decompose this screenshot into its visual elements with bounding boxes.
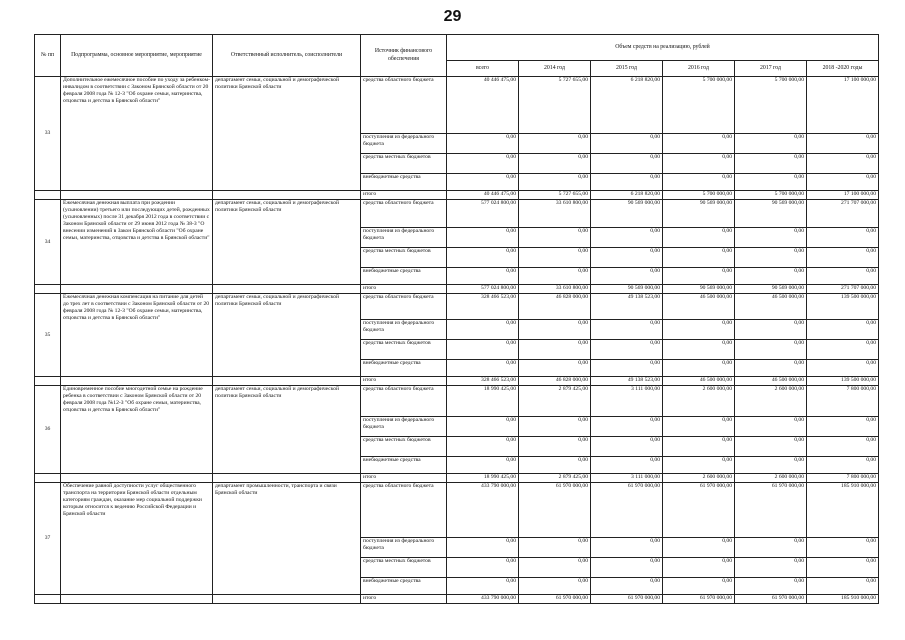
amount-cell: 0,00 [735,228,807,248]
amount-cell: 0,00 [735,154,807,174]
amount-cell: 0,00 [519,248,591,268]
amount-cell: 2 600 000,00 [735,386,807,417]
amount-cell: 0,00 [663,417,735,437]
empty-cell [213,285,361,294]
amount-cell: 0,00 [519,340,591,360]
amount-cell: 0,00 [591,558,663,578]
amount-cell: 0,00 [807,360,879,377]
table-row [35,294,879,320]
amount-cell: 0,00 [591,134,663,154]
empty-cell [61,285,213,294]
amount-cell: 0,00 [735,360,807,377]
entry-executor: департамент семьи, социальной и демографической политики Брянской области [213,386,361,474]
amount-cell: 0,00 [663,228,735,248]
table-row [35,285,879,294]
amount-cell: 5 700 000,00 [735,191,807,200]
amount-cell: 0,00 [447,154,519,174]
amount-cell: 433 790 000,00 [447,595,519,604]
total-label: итого [361,285,447,294]
header-total: всего [447,61,519,77]
amount-cell: 0,00 [447,320,519,340]
amount-cell: 0,00 [735,248,807,268]
amount-cell: 0,00 [807,154,879,174]
amount-cell: 2 600 000,00 [663,474,735,483]
header-executor: Ответственный исполнитель, соисполнители [213,35,361,77]
amount-cell: 0,00 [591,340,663,360]
amount-cell: 90 569 000,00 [663,285,735,294]
amount-cell: 0,00 [447,417,519,437]
funding-source: поступления из федерального бюджета [361,538,447,558]
amount-cell: 271 707 000,00 [807,285,879,294]
amount-cell: 0,00 [735,174,807,191]
table-row [35,595,879,604]
amount-cell: 0,00 [519,558,591,578]
amount-cell: 0,00 [591,360,663,377]
entry-description: Единовременное пособие многодетной семье на рождение ребенка в соответствии с Законом Брянской области от 20 февраля 2008 года №12-З "Об охране семьи, материнства, отцовства и детства в Брянской области" [61,386,213,474]
amount-cell: 0,00 [735,578,807,595]
amount-cell: 0,00 [735,134,807,154]
amount-cell: 0,00 [591,320,663,340]
entry-executor: департамент семьи, социальной и демографической политики Брянской области [213,294,361,377]
amount-cell: 2 879 425,00 [519,386,591,417]
amount-cell: 40 446 475,00 [447,191,519,200]
amount-cell: 0,00 [519,417,591,437]
amount-cell: 0,00 [735,340,807,360]
amount-cell: 17 100 000,00 [807,77,879,134]
entry-number: 36 [35,386,61,474]
amount-cell: 61 970 000,00 [519,483,591,538]
amount-cell: 0,00 [591,248,663,268]
amount-cell: 0,00 [591,457,663,474]
amount-cell: 139 500 000,00 [807,294,879,320]
funding-source: средства местных бюджетов [361,248,447,268]
amount-cell: 0,00 [807,340,879,360]
entry-description: Обеспечение равной доступности услуг общественного транспорта на территории Брянской области отдельным категориям граждан, оказание мер социальной поддержки которым относится к ведению Российской Федерации и Брянской области [61,483,213,595]
amount-cell: 271 707 000,00 [807,200,879,228]
amount-cell: 0,00 [447,437,519,457]
amount-cell: 61 970 000,00 [591,483,663,538]
amount-cell: 0,00 [735,320,807,340]
amount-cell: 0,00 [735,268,807,285]
header-2016: 2016 год [663,61,735,77]
amount-cell: 2 879 425,00 [519,474,591,483]
amount-cell: 61 970 000,00 [735,483,807,538]
entry-number: 33 [35,77,61,191]
funding-source: поступления из федерального бюджета [361,228,447,248]
empty-cell [35,474,61,483]
header-2017: 2017 год [735,61,807,77]
amount-cell: 577 024 800,00 [447,200,519,228]
amount-cell: 0,00 [735,457,807,474]
funding-source: средства местных бюджетов [361,154,447,174]
amount-cell: 0,00 [663,340,735,360]
amount-cell: 61 970 000,00 [591,595,663,604]
funding-source: средства областного бюджета [361,483,447,538]
amount-cell: 0,00 [663,174,735,191]
funding-source: поступления из федерального бюджета [361,417,447,437]
amount-cell: 0,00 [447,134,519,154]
amount-cell: 90 569 000,00 [591,200,663,228]
amount-cell: 46 828 000,00 [519,377,591,386]
amount-cell: 49 138 523,00 [591,294,663,320]
amount-cell: 18 990 425,00 [447,474,519,483]
empty-cell [213,191,361,200]
amount-cell: 3 111 000,00 [591,386,663,417]
entry-description: Ежемесячная денежная компенсация на питание для детей до трех лет в соответствии с Законом Брянской области от 20 февраля 2008 года № 12-З "Об охране семьи, материнства, отцовства и детства в Брянской области" [61,294,213,377]
empty-cell [61,595,213,604]
table-row [35,200,879,228]
amount-cell: 5 700 000,00 [735,77,807,134]
amount-cell: 5 727 655,00 [519,77,591,134]
amount-cell: 0,00 [735,558,807,578]
amount-cell: 0,00 [591,154,663,174]
header-2015: 2015 год [591,61,663,77]
funding-source: средства местных бюджетов [361,340,447,360]
amount-cell: 2 600 000,00 [735,474,807,483]
entry-number: 35 [35,294,61,377]
table-row [35,386,879,417]
amount-cell: 0,00 [519,174,591,191]
amount-cell: 5 700 000,00 [663,191,735,200]
amount-cell: 0,00 [447,457,519,474]
amount-cell: 0,00 [663,360,735,377]
amount-cell: 0,00 [591,538,663,558]
amount-cell: 5 727 655,00 [519,191,591,200]
funding-source: поступления из федерального бюджета [361,320,447,340]
total-label: итого [361,474,447,483]
amount-cell: 46 500 000,00 [735,377,807,386]
funding-source: поступления из федерального бюджета [361,134,447,154]
total-label: итого [361,377,447,386]
entry-description: Ежемесячная денежная выплата при рождении (усыновлении) третьего или последующих детей, рожденных (усыновленных) после 31 декабря 2012 года в соответствии с Законом Брянской области от 29 июня 2012 года № 38-З "О внесении изменений в Закон Брянской области "Об охране семьи, материнства, отцовства и детства в Брянской области" [61,200,213,285]
amount-cell: 0,00 [663,457,735,474]
header-program: Подпрограмма, основное мероприятие, мероприятие [61,35,213,77]
header-source: Источник финансового обеспечения [361,35,447,77]
amount-cell: 46 828 000,00 [519,294,591,320]
amount-cell: 0,00 [447,360,519,377]
amount-cell: 61 970 000,00 [663,483,735,538]
funding-source: внебюджетные средства [361,457,447,474]
amount-cell: 0,00 [519,360,591,377]
amount-cell: 577 024 800,00 [447,285,519,294]
total-label: итого [361,191,447,200]
amount-cell: 0,00 [591,174,663,191]
amount-cell: 46 500 000,00 [663,377,735,386]
empty-cell [61,377,213,386]
header-2014: 2014 год [519,61,591,77]
entry-executor: департамент промышленности, транспорта и связи Брянской области [213,483,361,595]
amount-cell: 0,00 [447,248,519,268]
funding-source: средства местных бюджетов [361,558,447,578]
amount-cell: 33 610 800,00 [519,200,591,228]
amount-cell: 0,00 [663,578,735,595]
amount-cell: 185 910 000,00 [807,595,879,604]
amount-cell: 61 970 000,00 [663,595,735,604]
amount-cell: 0,00 [447,174,519,191]
amount-cell: 0,00 [663,538,735,558]
funding-source: внебюджетные средства [361,578,447,595]
funding-source: средства областного бюджета [361,77,447,134]
amount-cell: 0,00 [591,268,663,285]
amount-cell: 0,00 [519,228,591,248]
amount-cell: 185 910 000,00 [807,483,879,538]
amount-cell: 18 990 425,00 [447,386,519,417]
amount-cell: 0,00 [735,538,807,558]
entry-number: 34 [35,200,61,285]
amount-cell: 90 569 000,00 [735,200,807,228]
entry-description: Дополнительное ежемесячное пособие по уходу за ребенком-инвалидом в соответствии с Законом Брянской области от 20 февраля 2008 года № 12-З "Об охране семьи, материнства, отцовства и детства в Брянской области" [61,77,213,191]
funding-source: средства областного бюджета [361,294,447,320]
entry-executor: департамент семьи, социальной и демографической политики Брянской области [213,200,361,285]
amount-cell: 0,00 [591,228,663,248]
table-row [35,191,879,200]
amount-cell: 0,00 [447,268,519,285]
amount-cell: 0,00 [447,228,519,248]
table-row [35,474,879,483]
amount-cell: 0,00 [519,134,591,154]
empty-cell [61,191,213,200]
amount-cell: 0,00 [519,268,591,285]
amount-cell: 0,00 [519,578,591,595]
amount-cell: 90 569 000,00 [591,285,663,294]
funding-source: внебюджетные средства [361,174,447,191]
amount-cell: 0,00 [663,437,735,457]
total-label: итого [361,595,447,604]
table-row [35,377,879,386]
amount-cell: 0,00 [663,248,735,268]
amount-cell: 0,00 [663,320,735,340]
amount-cell: 0,00 [807,457,879,474]
funding-source: средства местных бюджетов [361,437,447,457]
amount-cell: 0,00 [735,437,807,457]
amount-cell: 0,00 [663,154,735,174]
amount-cell: 0,00 [807,320,879,340]
amount-cell: 46 500 000,00 [735,294,807,320]
amount-cell: 0,00 [807,248,879,268]
amount-cell: 61 970 000,00 [735,595,807,604]
amount-cell: 139 500 000,00 [807,377,879,386]
amount-cell: 0,00 [591,417,663,437]
amount-cell: 0,00 [447,578,519,595]
entry-number: 37 [35,483,61,595]
amount-cell: 0,00 [519,437,591,457]
amount-cell: 0,00 [807,578,879,595]
amount-cell: 328 466 523,00 [447,294,519,320]
amount-cell: 17 100 000,00 [807,191,879,200]
amount-cell: 0,00 [807,228,879,248]
amount-cell: 40 446 475,00 [447,77,519,134]
amount-cell: 0,00 [807,417,879,437]
empty-cell [35,377,61,386]
header-volume: Объем средств на реализацию, рублей [447,35,879,61]
amount-cell: 7 800 000,00 [807,474,879,483]
funding-source: внебюджетные средства [361,360,447,377]
amount-cell: 0,00 [519,154,591,174]
amount-cell: 0,00 [807,268,879,285]
amount-cell: 5 700 000,00 [663,77,735,134]
amount-cell: 0,00 [807,134,879,154]
amount-cell: 0,00 [807,437,879,457]
empty-cell [35,191,61,200]
amount-cell: 0,00 [519,457,591,474]
entry-executor: департамент семьи, социальной и демографической политики Брянской области [213,77,361,191]
amount-cell: 0,00 [807,558,879,578]
amount-cell: 90 569 000,00 [735,285,807,294]
amount-cell: 6 218 820,00 [591,191,663,200]
empty-cell [61,474,213,483]
amount-cell: 0,00 [663,558,735,578]
amount-cell: 0,00 [447,340,519,360]
amount-cell: 0,00 [807,538,879,558]
amount-cell: 33 610 800,00 [519,285,591,294]
amount-cell: 0,00 [591,437,663,457]
amount-cell: 0,00 [663,268,735,285]
amount-cell: 61 970 000,00 [519,595,591,604]
empty-cell [35,595,61,604]
amount-cell: 0,00 [519,538,591,558]
table-row [35,77,879,134]
amount-cell: 46 500 000,00 [663,294,735,320]
header-2018-2020: 2018 -2020 годы [807,61,879,77]
empty-cell [213,377,361,386]
amount-cell: 0,00 [591,578,663,595]
amount-cell: 6 218 820,00 [591,77,663,134]
amount-cell: 0,00 [447,558,519,578]
funding-source: средства областного бюджета [361,200,447,228]
table-row [35,483,879,538]
financing-table [34,34,879,604]
amount-cell: 7 800 000,00 [807,386,879,417]
amount-cell: 2 600 000,00 [663,386,735,417]
amount-cell: 3 111 000,00 [591,474,663,483]
empty-cell [35,285,61,294]
empty-cell [213,474,361,483]
empty-cell [213,595,361,604]
amount-cell: 90 569 000,00 [663,200,735,228]
funding-source: средства областного бюджета [361,386,447,417]
amount-cell: 0,00 [807,174,879,191]
amount-cell: 49 138 523,00 [591,377,663,386]
amount-cell: 433 790 000,00 [447,483,519,538]
funding-source: внебюджетные средства [361,268,447,285]
amount-cell: 0,00 [519,320,591,340]
amount-cell: 0,00 [735,417,807,437]
page-number: 29 [443,8,462,25]
header-num: № пп [35,35,61,77]
amount-cell: 0,00 [663,134,735,154]
table-body [35,77,879,604]
amount-cell: 328 466 523,00 [447,377,519,386]
amount-cell: 0,00 [447,538,519,558]
